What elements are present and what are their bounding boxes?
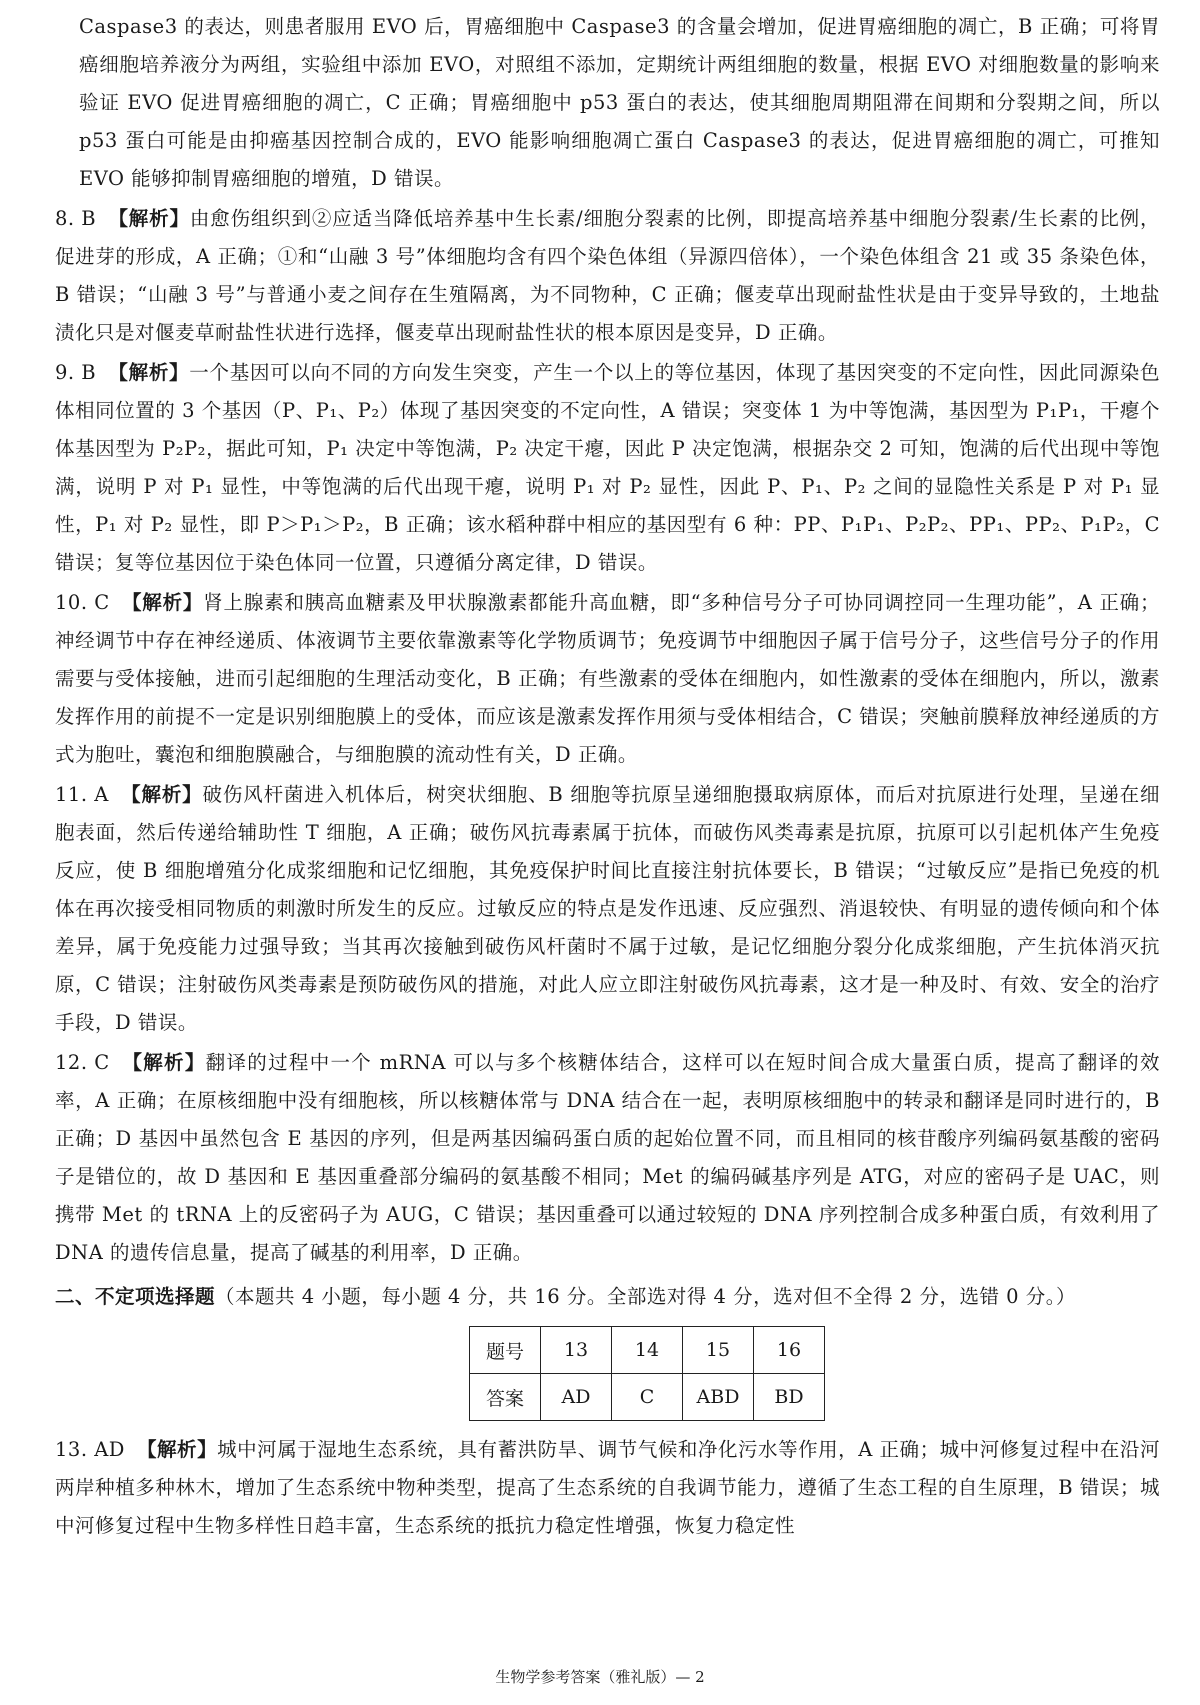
item-text: 城中河属于湿地生态系统，具有蓄洪防旱、调节气候和净化污水等作用，A 正确；城中河修复过程中在沿河两岸种植多种林木，增加了生态系统中物种类型，提高了生态系统的自我调节能力，遵循了生态工程的自生原理，B 错误；城中河修复过程中生物多样性日趋丰富，生态系统的抵抗力稳定性增强，恢复力稳定性 bbox=[55, 1438, 1160, 1537]
item-number: 10. C bbox=[55, 591, 110, 614]
analysis-tag: 【解析】 bbox=[121, 591, 204, 614]
continuation-paragraph: Caspase3 的表达，则患者服用 EVO 后，胃癌细胞中 Caspase3 的含量会增加，促进胃癌细胞的凋亡，B 正确；可将胃癌细胞培养液分为两组，实验组中添加 EVO，对照组不添加，定期统计两组细胞的数量，根据 EVO 对细胞数量的影响来验证 EVO 促进胃癌细胞的凋亡，C 正确；胃癌细胞中 p53 蛋白的表达，使其细胞周期阻滞在间期和分裂期之间，所以 p53 蛋白可能是由抑癌基因控制合成的，EVO 能影响细胞凋亡蛋白 Caspase3 的表达，促进胃癌细胞的凋亡，可推知 EVO 能够抑制胃癌细胞的增殖，D 错误。 bbox=[79, 15, 1160, 190]
answer-item-8 bbox=[55, 200, 1160, 352]
item-text: 一个基因可以向不同的方向发生突变，产生一个以上的等位基因，体现了基因突变的不定向性，因此同源染色体相同位置的 3 个基因（P、P₁、P₂）体现了基因突变的不定向性，A 错误；突变体 1 为中等饱满，基因型为 P₁P₁，干瘪个体基因型为 P₂P₂，据此可知，P₁ 决定中等饱满，P₂ 决定干瘪，因此 P 决定饱满，根据杂交 2 可知，饱满的后代出现中等饱满，说明 P 对 P₁ 显性，中等饱满的后代出现干瘪，说明 P₁ 对 P₂ 显性，因此 P、P₁、P₂ 之间的显隐性关系是 P 对 P₁ 显性，P₁ 对 P₂ 显性，即 P＞P₁＞P₂，B 正确；该水稻种群中相应的基因型有 6 种：PP、P₁P₁、P₂P₂、PP₁、PP₂、P₁P₂，C 错误；复等位基因位于染色体同一位置，只遵循分离定律，D 错误。 bbox=[55, 361, 1160, 574]
document-page bbox=[0, 8, 1200, 1705]
item-text: 肾上腺素和胰高血糖素及甲状腺激素都能升高血糖，即“多种信号分子可协同调控同一生理功能”，A 正确；神经调节中存在神经递质、体液调节主要依靠激素等化学物质调节；免疫调节中细胞因子属于信号分子，这些信号分子的作用需要与受体接触，进而引起细胞的生理活动变化，B 正确；有些激素的受体在细胞内，如性激素的受体在细胞内，所以，激素发挥作用的前提不一定是识别细胞膜上的受体，而应该是激素发挥作用须与受体相结合，C 错误；突触前膜释放神经递质的方式为胞吐，囊泡和细胞膜融合，与细胞膜的流动性有关，D 正确。 bbox=[55, 591, 1160, 766]
table-cell: 14 bbox=[612, 1327, 683, 1374]
analysis-tag: 【解析】 bbox=[121, 1051, 206, 1074]
item-number: 11. A bbox=[55, 783, 109, 806]
item-number: 13. AD bbox=[55, 1438, 125, 1461]
section-note: （本题共 4 小题，每小题 4 分，共 16 分。全部选对得 4 分，选对但不全得 2 分，选错 0 分。） bbox=[215, 1285, 1076, 1308]
answer-item-13 bbox=[55, 1431, 1160, 1545]
table-cell: ABD bbox=[683, 1374, 754, 1421]
analysis-tag: 【解析】 bbox=[108, 207, 190, 230]
answer-table bbox=[469, 1326, 825, 1421]
table-cell: 13 bbox=[541, 1327, 612, 1374]
item-number: 9. B bbox=[55, 361, 97, 384]
item-number: 8. B bbox=[55, 207, 97, 230]
analysis-tag: 【解析】 bbox=[120, 783, 203, 806]
table-cell: 15 bbox=[683, 1327, 754, 1374]
item-number: 12. C bbox=[55, 1051, 110, 1074]
table-header-cell: 题号 bbox=[470, 1327, 541, 1374]
analysis-tag: 【解析】 bbox=[136, 1438, 218, 1461]
section-heading bbox=[55, 1278, 1160, 1316]
table-cell: AD bbox=[541, 1374, 612, 1421]
section-title: 二、不定项选择题 bbox=[55, 1285, 216, 1308]
table-header-cell: 答案 bbox=[470, 1374, 541, 1421]
analysis-tag: 【解析】 bbox=[108, 361, 190, 384]
item-text: 由愈伤组织到②应适当降低培养基中生长素/细胞分裂素的比例，即提高培养基中细胞分裂素/生长素的比例，促进芽的形成，A 正确；①和“山融 3 号”体细胞均含有四个染色体组（异源四倍体），一个染色体组含 21 或 35 条染色体，B 错误；“山融 3 号”与普通小麦之间存在生殖隔离，为不同物种，C 正确；偃麦草出现耐盐性状是由于变异导致的，土地盐渍化只是对偃麦草耐盐性状进行选择，偃麦草出现耐盐性状的根本原因是变异，D 正确。 bbox=[55, 207, 1160, 344]
table-cell: BD bbox=[754, 1374, 825, 1421]
item-text: 翻译的过程中一个 mRNA 可以与多个核糖体结合，这样可以在短时间合成大量蛋白质，提高了翻译的效率，A 正确；在原核细胞中没有细胞核，所以核糖体常与 DNA 结合在一起，表明原核细胞中的转录和翻译是同时进行的，B 正确；D 基因中虽然包含 E 基因的序列，但是两基因编码蛋白质的起始位置不同，而且相同的核苷酸序列编码氨基酸的密码子是错位的，故 D 基因和 E 基因重叠部分编码的氨基酸不相同；Met 的编码碱基序列是 ATG，对应的密码子是 UAC，则携带 Met 的 tRNA 上的反密码子为 AUG，C 错误；基因重叠可以通过较短的 DNA 序列控制合成多种蛋白质，有效利用了 DNA 的遗传信息量，提高了碱基的利用率，D 正确。 bbox=[55, 1051, 1160, 1264]
page-footer: 生物学参考答案（雅礼版）— 2 bbox=[495, 1668, 705, 1686]
answer-item-11 bbox=[55, 776, 1160, 1042]
item-text: 破伤风杆菌进入机体后，树突状细胞、B 细胞等抗原呈递细胞摄取病原体，而后对抗原进行处理，呈递在细胞表面，然后传递给辅助性 T 细胞，A 正确；破伤风抗毒素属于抗体，而破伤风类毒素是抗原，抗原可以引起机体产生免疫反应，使 B 细胞增殖分化成浆细胞和记忆细胞，其免疫保护时间比直接注射抗体要长，B 错误；“过敏反应”是指已免疫的机体在再次接受相同物质的刺激时所发生的反应。过敏反应的特点是发作迅速、反应强烈、消退较快、有明显的遗传倾向和个体差异，属于免疫能力过强导致；当其再次接触到破伤风杆菌时不属于过敏，是记忆细胞分裂分化成浆细胞，产生抗体消灭抗原，C 错误；注射破伤风类毒素是预防破伤风的措施，对此人应立即注射破伤风抗毒素，这才是一种及时、有效、安全的治疗手段，D 错误。 bbox=[55, 783, 1160, 1034]
table-cell: C bbox=[612, 1374, 683, 1421]
answer-item-10 bbox=[55, 584, 1160, 774]
table-row bbox=[470, 1374, 825, 1421]
answer-item-12 bbox=[55, 1044, 1160, 1272]
table-cell: 16 bbox=[754, 1327, 825, 1374]
answer-item-9 bbox=[55, 354, 1160, 582]
table-row bbox=[470, 1327, 825, 1374]
